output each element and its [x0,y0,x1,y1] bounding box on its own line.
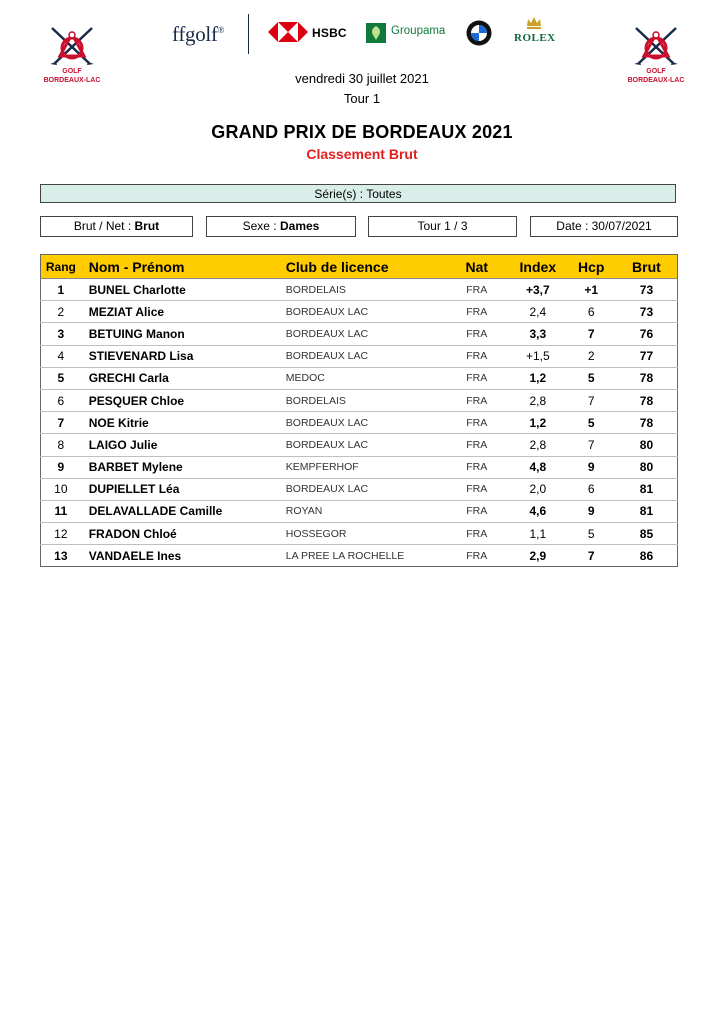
series-bar: Série(s) : Toutes [40,184,676,203]
table-row [41,412,678,434]
cell-nat: FRA [444,389,509,411]
cell-club: BORDELAIS [280,389,445,411]
table-row [41,545,678,567]
cell-brut: 80 [616,434,678,456]
cell-index: 4,8 [509,456,566,478]
page-title: GRAND PRIX DE BORDEAUX 2021 [211,122,513,142]
table-row [41,301,678,323]
cell-rang: 6 [41,389,81,411]
golf-club-emblem-icon [624,24,688,70]
cell-index: 2,9 [509,545,566,567]
cell-nat: FRA [444,478,509,500]
cell-index: +1,5 [509,345,566,367]
cell-club: BORDELAIS [280,279,445,301]
cell-hcp: 7 [567,434,616,456]
cell-hcp: +1 [567,279,616,301]
header-rang: Rang [41,255,81,279]
cell-brut: 86 [616,545,678,567]
sexe-value: Dames [280,219,320,233]
cell-index: 2,4 [509,301,566,323]
cell-rang: 11 [41,500,81,522]
cell-brut: 78 [616,389,678,411]
sponsor-strip [150,12,580,60]
cell-index: 1,2 [509,367,566,389]
hsbc-logo: HSBC [312,26,347,40]
cell-brut: 85 [616,523,678,545]
table-row [41,279,678,301]
golf-club-emblem-icon [40,24,104,70]
cell-index: 2,0 [509,478,566,500]
cell-nom: GRECHI Carla [81,367,280,389]
cell-index: +3,7 [509,279,566,301]
tour-box: Tour 1 / 3 [368,216,517,237]
cell-nom: DUPIELLET Léa [81,478,280,500]
brutnet-label: Brut / Net : [73,219,132,233]
table-row [41,478,678,500]
cell-nat: FRA [444,345,509,367]
cell-nom: DELAVALLADE Camille [81,500,280,522]
cell-brut: 73 [616,301,678,323]
rolex-crown-icon [526,16,542,30]
cell-nom: MEZIAT Alice [81,301,280,323]
cell-hcp: 9 [567,500,616,522]
cell-club: BORDEAUX LAC [280,478,445,500]
cell-club: HOSSEGOR [280,523,445,545]
cell-nat: FRA [444,434,509,456]
brutnet-box [40,216,193,237]
cell-brut: 80 [616,456,678,478]
cell-brut: 81 [616,500,678,522]
cell-hcp: 9 [567,456,616,478]
sponsor-divider [248,14,249,54]
cell-hcp: 6 [567,301,616,323]
header-nat: Nat [444,255,509,279]
cell-rang: 5 [41,367,81,389]
cell-rang: 3 [41,323,81,345]
header-index: Index [509,255,566,279]
sexe-box [206,216,356,237]
cell-rang: 7 [41,412,81,434]
cell-rang: 9 [41,456,81,478]
hsbc-hexagon-icon [268,22,308,42]
cell-nat: FRA [444,279,509,301]
club-name-line2: BORDEAUX-LAC [627,77,685,84]
results-table [40,254,678,567]
table-row [41,389,678,411]
cell-nom: FRADON Chloé [81,523,280,545]
table-row [41,345,678,367]
club-name-line1: GOLF [646,68,666,75]
event-date: vendredi 30 juillet 2021 [295,71,429,86]
table-row [41,367,678,389]
cell-club: BORDEAUX LAC [280,412,445,434]
cell-brut: 78 [616,367,678,389]
cell-nat: FRA [444,500,509,522]
cell-nom: BETUING Manon [81,323,280,345]
cell-index: 3,3 [509,323,566,345]
header-nom: Nom - Prénom [81,255,280,279]
cell-hcp: 5 [567,412,616,434]
cell-index: 1,2 [509,412,566,434]
cell-hcp: 7 [567,389,616,411]
cell-rang: 10 [41,478,81,500]
cell-club: MEDOC [280,367,445,389]
cell-brut: 76 [616,323,678,345]
cell-brut: 77 [616,345,678,367]
groupama-logo: Groupama [391,25,446,37]
cell-rang: 2 [41,301,81,323]
cell-nat: FRA [444,523,509,545]
cell-club: KEMPFERHOF [280,456,445,478]
cell-index: 2,8 [509,389,566,411]
cell-nat: FRA [444,456,509,478]
cell-brut: 78 [616,412,678,434]
cell-club: BORDEAUX LAC [280,434,445,456]
cell-rang: 4 [41,345,81,367]
cell-nom: BARBET Mylene [81,456,280,478]
cell-club: BORDEAUX LAC [280,323,445,345]
cell-club: BORDEAUX LAC [280,345,445,367]
cell-nat: FRA [444,412,509,434]
sexe-label: Sexe : [242,219,277,233]
cell-brut: 73 [616,279,678,301]
cell-nom: LAIGO Julie [81,434,280,456]
event-tour: Tour 1 [343,91,381,106]
cell-brut: 81 [616,478,678,500]
rolex-logo: ROLEX [514,32,556,44]
cell-nat: FRA [444,545,509,567]
page-subtitle: Classement Brut [306,146,418,162]
cell-hcp: 2 [567,345,616,367]
cell-hcp: 5 [567,523,616,545]
cell-nat: FRA [444,367,509,389]
header-hcp: Hcp [567,255,616,279]
brutnet-value: Brut [134,219,160,233]
cell-index: 2,8 [509,434,566,456]
cell-hcp: 7 [567,323,616,345]
cell-nom: STIEVENARD Lisa [81,345,280,367]
cell-index: 1,1 [509,523,566,545]
cell-hcp: 5 [567,367,616,389]
table-header-row [41,255,678,279]
table-row [41,523,678,545]
cell-rang: 8 [41,434,81,456]
cell-nom: BUNEL Charlotte [81,279,280,301]
cell-index: 4,6 [509,500,566,522]
header-club: Club de licence [280,255,445,279]
cell-club: LA PREE LA ROCHELLE [280,545,445,567]
cell-nom: PESQUER Chloe [81,389,280,411]
club-name-line2: BORDEAUX-LAC [43,77,101,84]
table-row [41,500,678,522]
cell-rang: 1 [41,279,81,301]
club-name-line1: GOLF [62,68,82,75]
header-brut: Brut [616,255,678,279]
table-row [41,434,678,456]
ffgolf-logo: ffgolf® [172,22,225,46]
cell-nat: FRA [444,301,509,323]
table-row [41,323,678,345]
cell-rang: 13 [41,545,81,567]
cell-club: ROYAN [280,500,445,522]
cell-nat: FRA [444,323,509,345]
cell-rang: 12 [41,523,81,545]
cell-nom: NOE Kitrie [81,412,280,434]
date-box: Date : 30/07/2021 [530,216,678,237]
cell-club: BORDEAUX LAC [280,301,445,323]
table-row [41,456,678,478]
cell-hcp: 7 [567,545,616,567]
cell-hcp: 6 [567,478,616,500]
cell-nom: VANDAELE Ines [81,545,280,567]
bmw-roundel-icon [466,20,492,46]
groupama-tree-icon [366,23,386,43]
